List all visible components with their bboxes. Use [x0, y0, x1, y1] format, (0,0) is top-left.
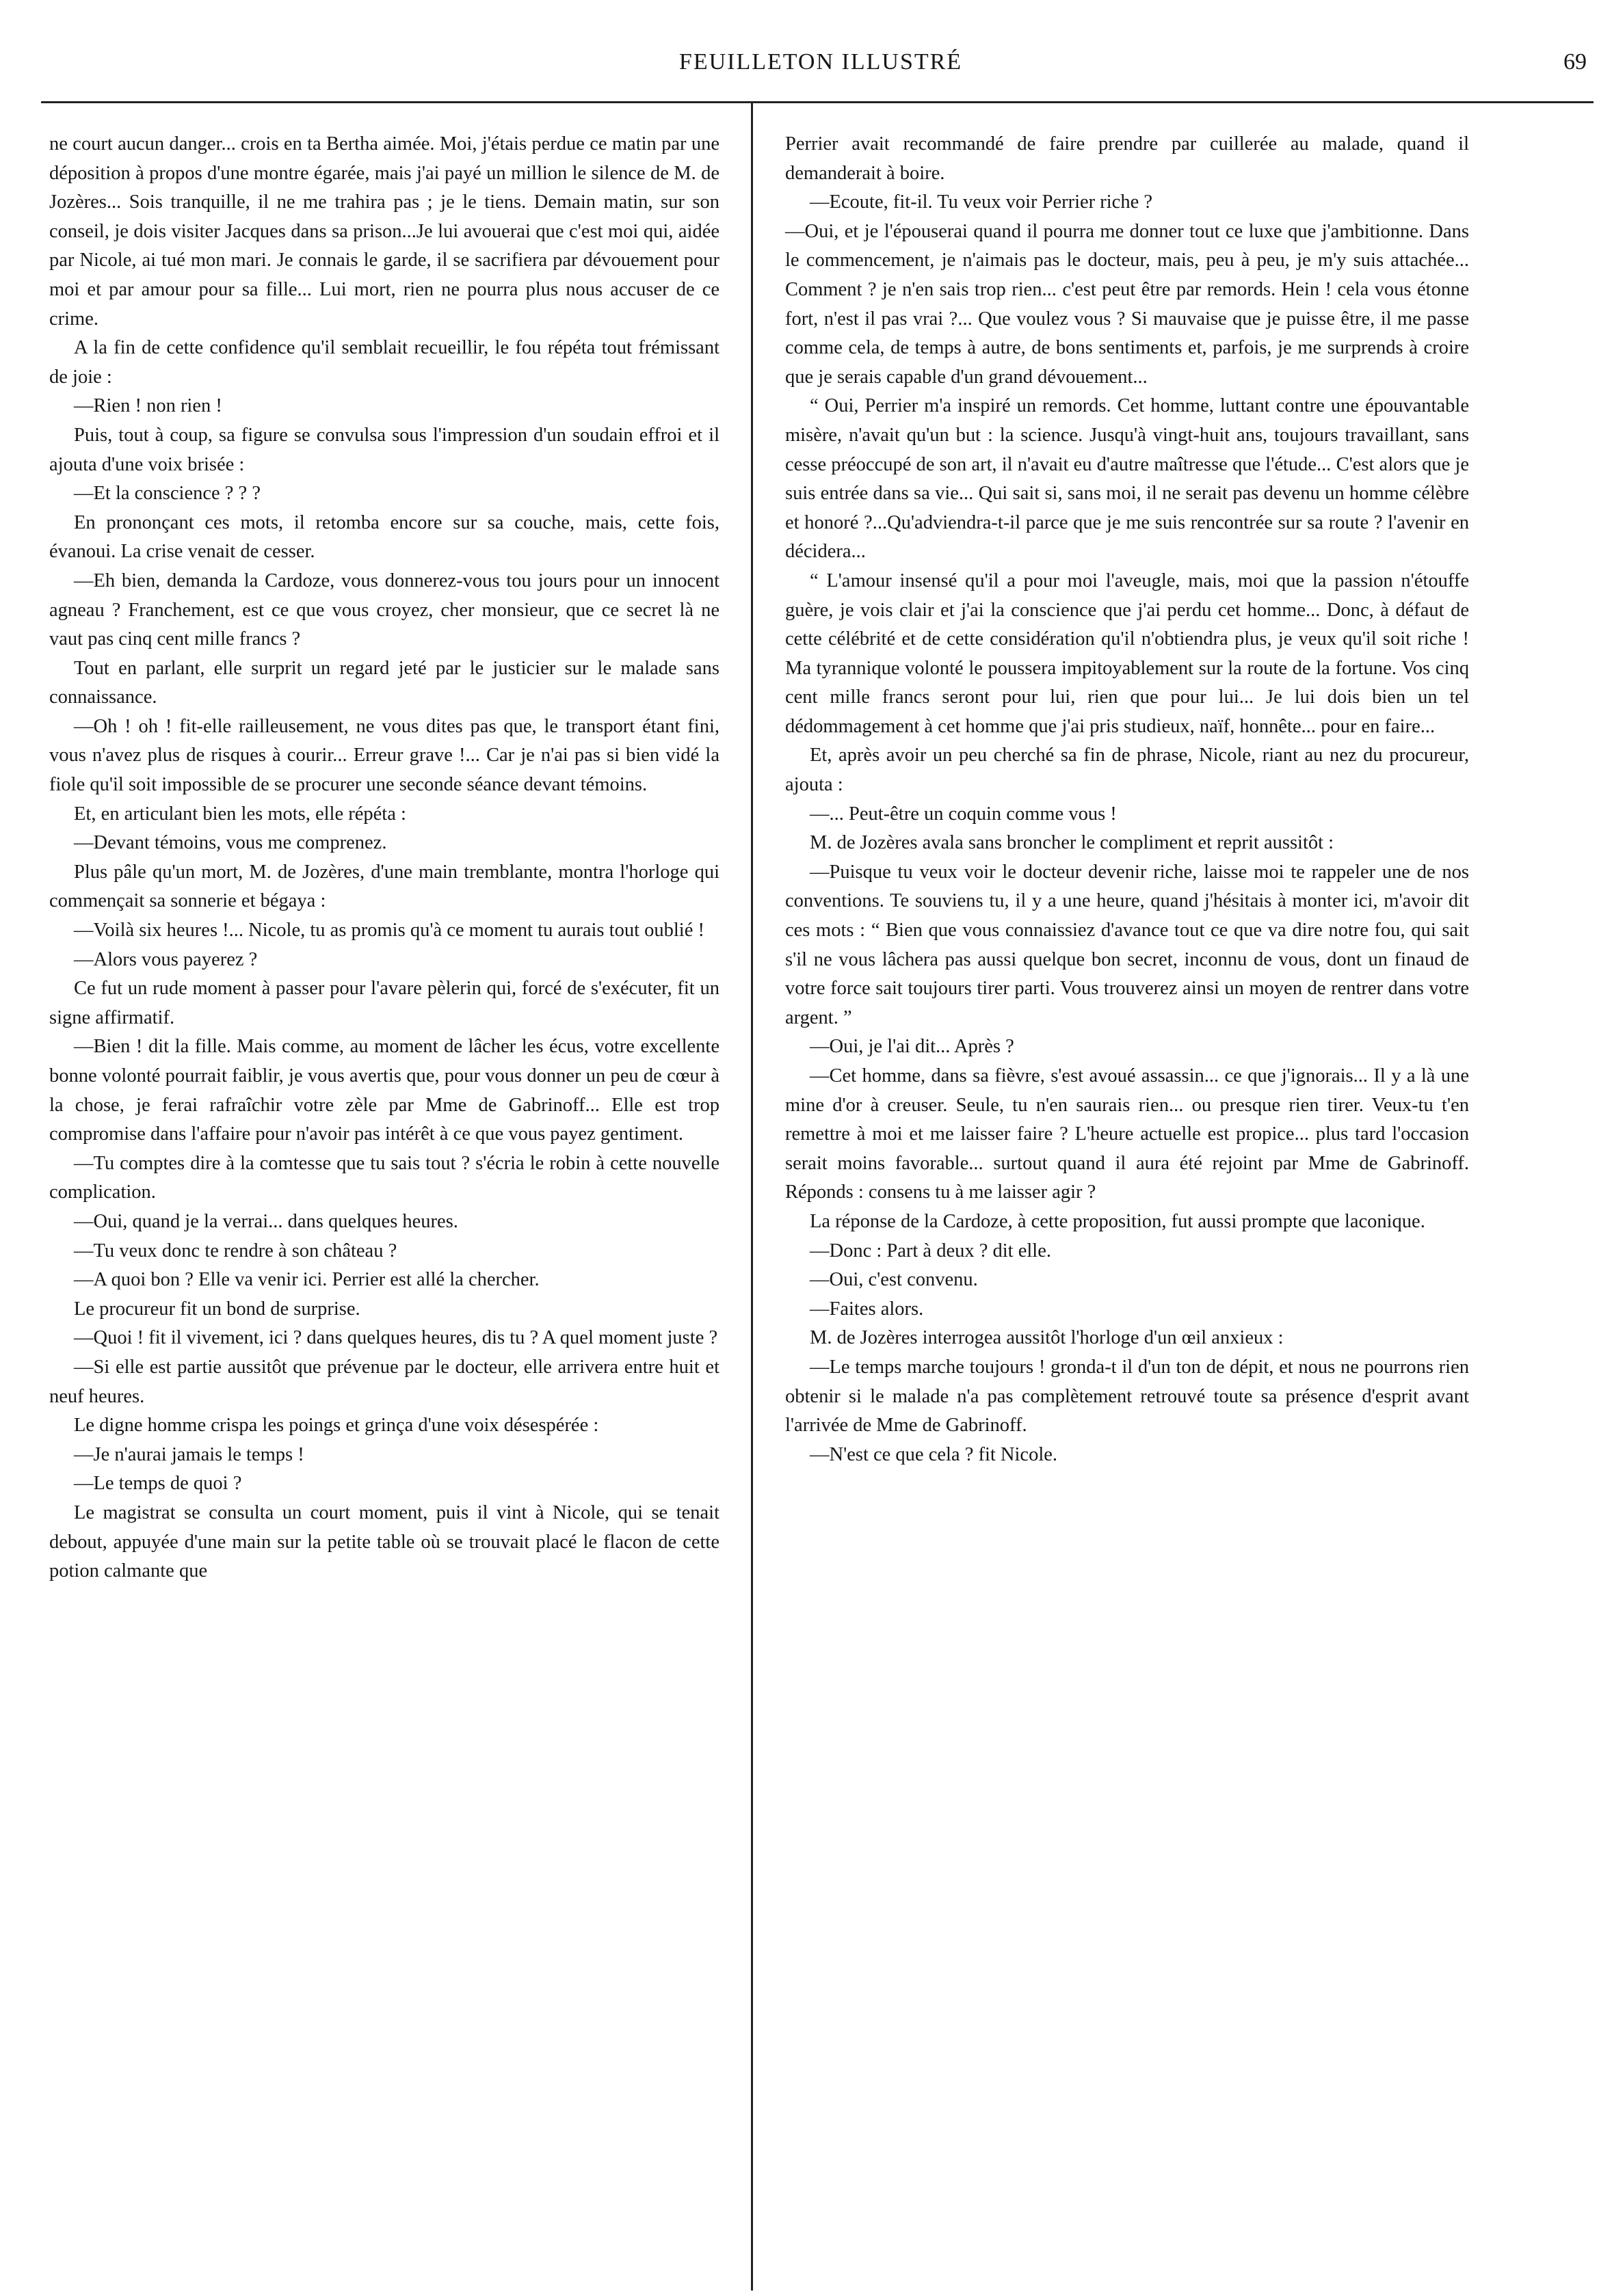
paragraph: Le digne homme crispa les poings et grinça d'une voix désespérée : — [74, 1415, 599, 1437]
paragraph: —Oh ! oh ! fit-elle railleusement, ne vous dites pas que, le transport étant fini, vous n'avez plus de risques à courir... Erreur grave !... Car je n'ai pas si bien vidé la fiole qu'il soit impossible de se procurer une seconde séance devant témoins. — [49, 715, 719, 796]
paragraph: —Ecoute, fit-il. Tu veux voir Perrier riche ? — [810, 191, 1153, 213]
paragraph: La réponse de la Cardoze, à cette proposition, fut aussi prompte que laconique. — [810, 1210, 1425, 1232]
paragraph: —Oui, je l'ai dit... Après ? — [810, 1036, 1014, 1058]
header-rule — [41, 101, 1594, 103]
paragraph: —Rien ! non rien ! — [74, 395, 222, 417]
paragraph: “ L'amour insensé qu'il a pour moi l'aveugle, mais, moi que la passion n'étouffe guère, je vois clair et j'ai la conscience que j'ai perdu cet homme... Donc, à défaut de cette célébrité et de cette considération qu'il n'obtiendra plus, je veux qu'il soit riche ! Ma tyrannique volonté le poussera impitoyablement sur la route de la fortune. Vos cinq cent mille francs seront pour lui, rien que pour lui... Je lui dois bien un tel dédommagement à cet homme que j'ai pris studieux, naïf, honnête... pour en faire... — [785, 570, 1469, 737]
paragraph: —Le temps marche toujours ! gronda-t il d'un ton de dépit, et nous ne pourrons rien obtenir si le malade n'a pas complètement retrouvé toute sa présence d'esprit avant l'arrivée de Mme de Gabrinoff. — [785, 1356, 1469, 1437]
paragraph: —... Peut-être un coquin comme vous ! — [810, 803, 1117, 825]
column-divider — [751, 103, 753, 2291]
paragraph: —Devant témoins, vous me comprenez. — [74, 832, 387, 854]
paragraph: En prononçant ces mots, il retomba encore sur sa couche, mais, cette fois, évanoui. La crise venait de cesser. — [49, 511, 719, 563]
paragraph: —A quoi bon ? Elle va venir ici. Perrier est allé la chercher. — [74, 1269, 540, 1291]
paragraph: —Puisque tu veux voir le docteur devenir riche, laisse moi te rappeler une de nos conventions. Te souviens tu, il y a une heure, quand j'hésitais à monter ici, m'avoir dit ces mots : “ Bien que vous connaissiez d'avance tout ce que va dire notre fou, qui sait s'il ne vous lâchera pas aussi quelque bon secret, inconnu de vous, dont un finaud de votre force sait toujours tirer parti. Vous trouverez ainsi un moyen de rentrer dans votre argent. ” — [785, 861, 1469, 1028]
running-head — [41, 49, 1600, 90]
paragraph: Puis, tout à coup, sa figure se convulsa sous l'impression d'un soudain effroi et il ajouta d'une voix brisée : — [49, 424, 719, 475]
paragraph: —Si elle est partie aussitôt que prévenue par le docteur, elle arrivera entre huit et neuf heures. — [49, 1356, 719, 1407]
paragraph: ne court aucun danger... crois en ta Bertha aimée. Moi, j'étais perdue ce matin par une déposition à propos d'une montre égarée, mais j'ai payé un million le silence de M. de Jozères... Sois tranquille, il ne me trahira pas ; je le tiens. Demain matin, sur son conseil, je dois visiter Jacques dans sa prison...Je lui avouerai que c'est moi qui, aidée par Nicole, ai tué mon mari. Je connais le garde, il se sacrifiera par dévouement pour moi et par amour pour sa fille... Lui mort, rien ne pourra plus nous accuser de ce crime. — [49, 133, 719, 330]
paragraph: M. de Jozères interrogea aussitôt l'horloge d'un œil anxieux : — [810, 1327, 1284, 1349]
paragraph: M. de Jozères avala sans broncher le compliment et reprit aussitôt : — [810, 832, 1334, 854]
paragraph: —Tu veux donc te rendre à son château ? — [74, 1240, 397, 1262]
paragraph: Le magistrat se consulta un court moment, puis il vint à Nicole, qui se tenait debout, appuyée d'une main sur la petite table où se trouvait placé le flacon de cette potion calmante que — [49, 1501, 719, 1582]
paragraph: —Oui, et je l'épouserai quand il pourra me donner tout ce luxe que j'ambitionne. Dans le commencement, je n'aimais pas le docteur, mais, peu à peu, je m'y suis attachée... Comment ? je n'en sais trop rien... c'est peut être par remords. Hein ! cela vous étonne fort, n'est il pas vrai ?... Que voulez vous ? Si mauvaise que je puisse être, il me passe comme cela, de temps à autre, de bons sentiments et, parfois, je me surprends à croire que je serais capable d'un grand dévouement... — [785, 220, 1469, 388]
paragraph: Et, en articulant bien les mots, elle répéta : — [74, 803, 406, 825]
paragraph: —Eh bien, demanda la Cardoze, vous donnerez-vous tou jours pour un innocent agneau ? Franchement, est ce que vous croyez, cher monsieur, que ce secret là ne vaut pas cinq cent mille francs ? — [49, 570, 719, 650]
paragraph: —Oui, c'est convenu. — [810, 1269, 978, 1291]
paragraph: —Faites alors. — [810, 1298, 924, 1320]
paragraph: —Tu comptes dire à la comtesse que tu sais tout ? s'écria le robin à cette nouvelle complication. — [49, 1152, 719, 1203]
paragraph: —Et la conscience ? ? ? — [74, 483, 261, 505]
page-number: 69 — [1563, 49, 1587, 75]
paragraph: Et, après avoir un peu cherché sa fin de phrase, Nicole, riant au nez du procureur, ajouta : — [785, 745, 1469, 796]
paragraph: —Oui, quand je la verrai... dans quelques heures. — [74, 1210, 458, 1232]
paragraph: —Bien ! dit la fille. Mais comme, au moment de lâcher les écus, votre excellente bonne volonté pourrait faiblir, je vous avertis que, pour vous donner un peu de cœur à la chose, je ferai rafraîchir votre zèle par Mme de Gabrinoff... Elle est trop compromise dans l'affaire pour n'avoir pas intérêt à ce que vous payez gentiment. — [49, 1036, 719, 1145]
paragraph: —N'est ce que cela ? fit Nicole. — [810, 1443, 1058, 1465]
paragraph: “ Oui, Perrier m'a inspiré un remords. Cet homme, luttant contre une épouvantable misère, n'avait qu'un but : la science. Jusqu'à vingt-huit ans, toujours travaillant, sans cesse préoccupé de son art, il n'avait eu d'autre maîtresse que l'étude... C'est alors que je suis entrée dans sa vie... Qui sait si, sans moi, il ne serait pas devenu un homme célèbre et honoré ?...Qu'adviendra-t-il parce que je me suis rencontrée sur sa route ? l'avenir en décidera... — [785, 395, 1469, 563]
paragraph: —Cet homme, dans sa fièvre, s'est avoué assassin... ce que j'ignorais... Il y a là une mine d'or à creuser. Seule, tu n'en saurais rien... ou presque rien tirer. Veux-tu t'en remettre à moi et me laisser faire ? L'heure actuelle est propice... plus tard l'occasion serait moins favorable... surtout quand il aura été rejoint par Mme de Gabrinoff. Réponds : consens tu à me laisser agir ? — [785, 1065, 1469, 1203]
right-column — [785, 130, 1469, 1469]
paragraph: Le procureur fit un bond de surprise. — [74, 1298, 360, 1320]
paragraph: —Je n'aurai jamais le temps ! — [74, 1443, 304, 1465]
paragraph: —Quoi ! fit il vivement, ici ? dans quelques heures, dis tu ? A quel moment juste ? — [74, 1327, 718, 1349]
paragraph: —Le temps de quoi ? — [74, 1473, 242, 1495]
paragraph: —Alors vous payerez ? — [74, 948, 258, 970]
paragraph: Plus pâle qu'un mort, M. de Jozères, d'une main tremblante, montra l'horloge qui commençait sa sonnerie et bégaya : — [49, 861, 719, 912]
paragraph: Perrier avait recommandé de faire prendre par cuillerée au malade, quand il demanderait à boire. — [785, 133, 1469, 184]
paragraph: —Donc : Part à deux ? dit elle. — [810, 1240, 1051, 1262]
paragraph: Ce fut un rude moment à passer pour l'avare pèlerin qui, forcé de s'exécuter, fit un signe affirmatif. — [49, 978, 719, 1028]
left-column — [49, 130, 719, 1586]
paragraph: —Voilà six heures !... Nicole, tu as promis qu'à ce moment tu aurais tout oublié ! — [74, 920, 704, 942]
running-title: FEUILLETON ILLUSTRÉ — [678, 49, 963, 75]
paragraph: Tout en parlant, elle surprit un regard jeté par le justicier sur le malade sans connaissance. — [49, 657, 719, 708]
paragraph: A la fin de cette confidence qu'il semblait recueillir, le fou répéta tout frémissant de joie : — [49, 337, 719, 388]
